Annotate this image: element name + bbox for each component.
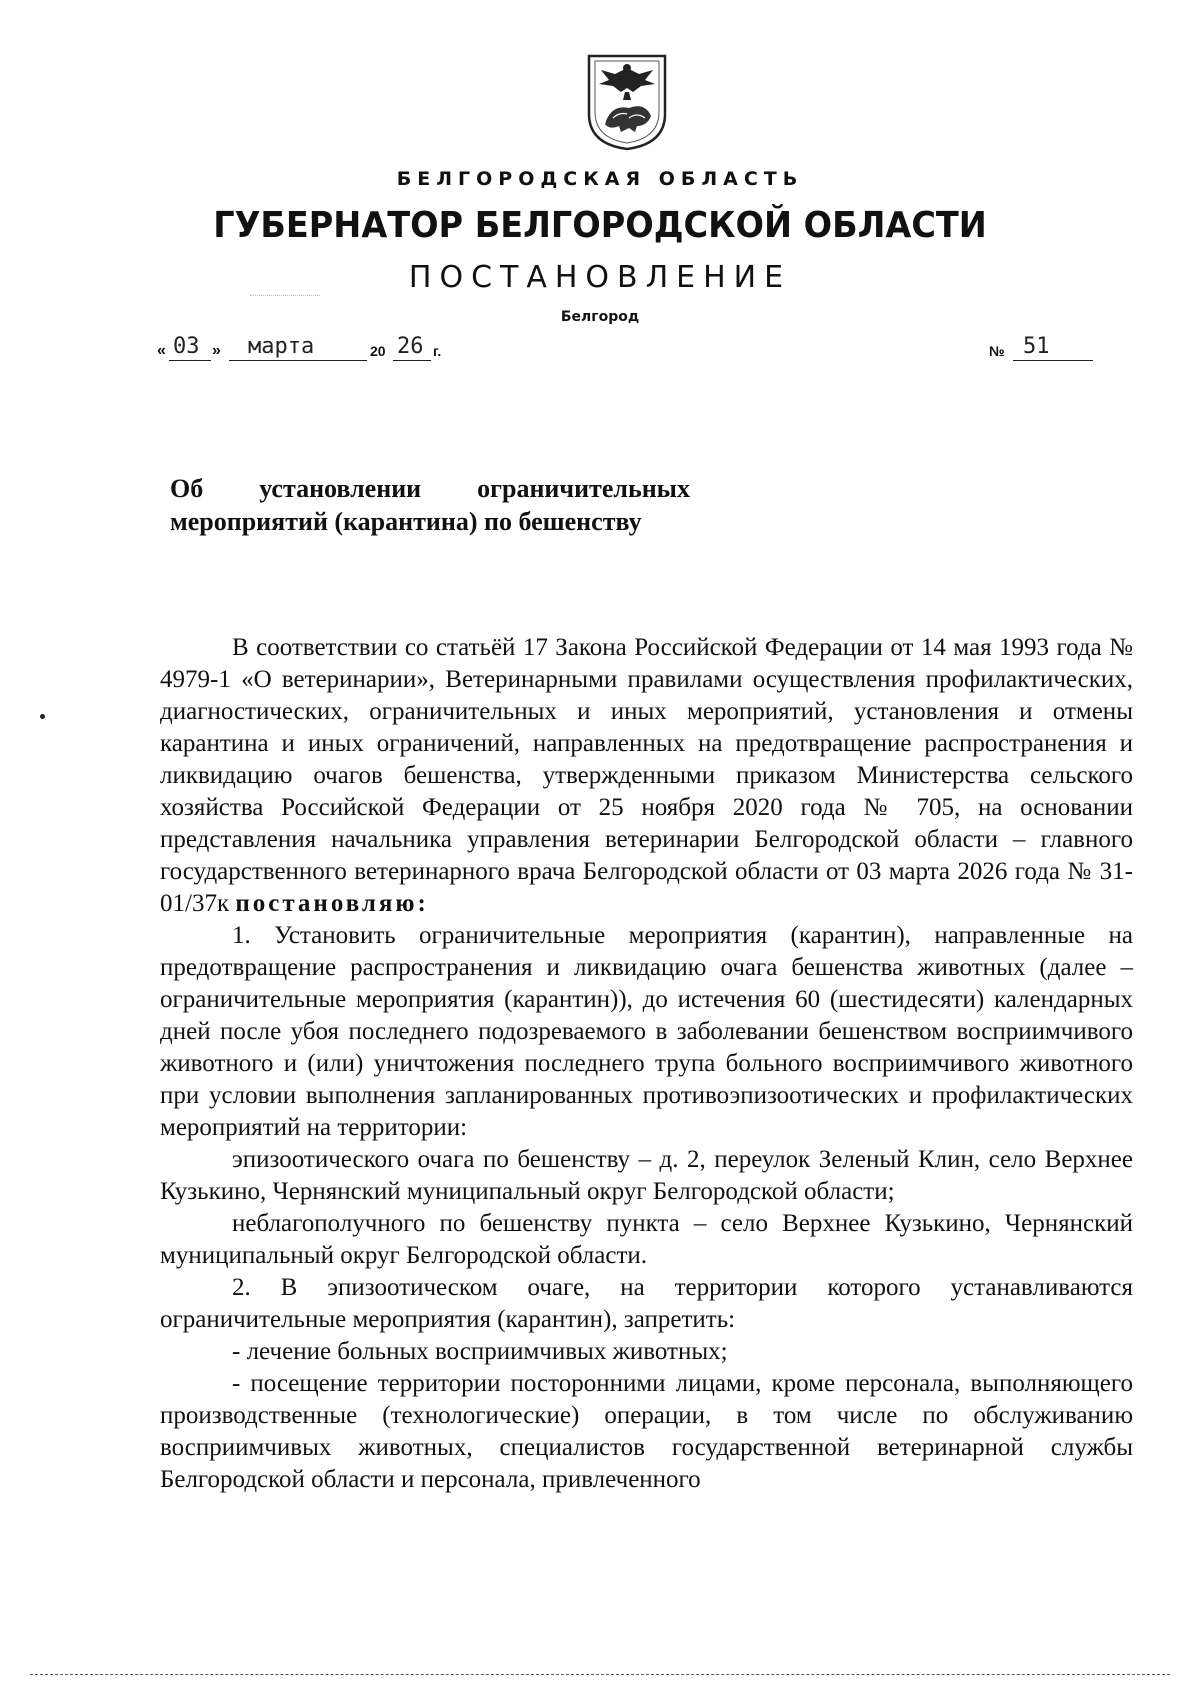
date-year-prefix: 20: [370, 343, 386, 359]
date-year-mark: г.: [433, 343, 442, 359]
coat-of-arms-icon: [585, 52, 669, 152]
date-day: 03: [173, 334, 200, 359]
title-line-1: [170, 472, 690, 505]
year-underline: [393, 360, 431, 361]
paragraph-2b: - посещение территории посторонними лицами, кроме персонала, выполняющего производственные (технологические) операции, в том числе по обслуживанию восприимчивых животных, специалистов государственной ветеринарной службы Белгородской области и персонала, привлеченного: [160, 1370, 1133, 1493]
city-name: Белгород: [560, 309, 640, 325]
date-number-row: [157, 334, 1097, 368]
document-number: 51: [1023, 334, 1050, 359]
preamble-text: В соответствии со статьёй 17 Закона Российской Федерации от 14 мая 1993 года № 4979-1 «О ветеринарии», Ветеринарными правилами осуществления профилактических, диагностических, ограничительных и иных мероприятий, установления и отмены карантина и иных ограничений, направленных на предотвращение распространения и ликвидацию очагов бешенства, утвержденными приказом Министерства сельского хозяйства Российской Федерации от 25 ноября 2020 года № 705, на основании представления начальника управления ветеринарии Белгородской области – главного государственного ветеринарного врача Белгородской области от 03 марта 2026 года № 31-01/37к: [160, 634, 1133, 917]
date-open-quote: «: [157, 342, 166, 359]
paragraph-1b: неблагополучного по бешенству пункта – село Верхнее Кузькино, Чернянский муниципальный округ Белгородской области.: [160, 1210, 1133, 1269]
resolve-word: постановляю:: [235, 890, 429, 917]
document-body: [160, 632, 1133, 1496]
document-type: ПОСТАНОВЛЕНИЕ: [408, 260, 792, 295]
preamble-paragraph: [160, 632, 1133, 920]
number-label: №: [989, 343, 1005, 359]
day-underline: [169, 360, 211, 361]
paragraph-1a: эпизоотического очага по бешенству – д. 2, переулок Зеленый Клин, село Верхнее Кузькино, Чернянский муниципальный округ Белгородской области;: [160, 1146, 1133, 1205]
region-name: БЕЛГОРОДСКАЯ ОБЛАСТЬ: [396, 168, 804, 190]
date-year-suffix: 26: [397, 334, 424, 359]
governor-heading: ГУБЕРНАТОР БЕЛГОРОДСКОЙ ОБЛАСТИ: [213, 205, 987, 246]
number-underline: [1013, 360, 1093, 361]
date-close-quote: »: [212, 342, 221, 359]
margin-dot: [40, 714, 45, 719]
faint-mark: [250, 295, 320, 296]
title-word-1: Об: [170, 474, 204, 503]
paragraph-2: 2. В эпизоотическом очаге, на территории которого устанавливаются ограничительные мероприятия (карантин), запретить:: [160, 1274, 1133, 1333]
paragraph-1: 1. Установить ограничительные мероприятия (карантин), направленные на предотвращение распространения и ликвидацию очага бешенства животных (далее – ограничительные мероприятия (карантин)), до истечения 60 (шестидесяти) календарных дней после убоя последнего подозреваемого в заболевании бешенством восприимчивого животного и (или) уничтожения последнего трупа больного восприимчивого животного при условии выполнения запланированных противоэпизоотических и профилактических мероприятий на территории:: [160, 922, 1133, 1141]
date-month: марта: [248, 334, 315, 359]
title-line-2: мероприятий (карантина) по бешенству: [170, 507, 642, 536]
paragraph-2a: - лечение больных восприимчивых животных;: [232, 1338, 728, 1365]
document-title: [170, 472, 690, 538]
page-bottom-edge: [30, 1674, 1170, 1675]
title-word-2: установлении: [259, 474, 422, 503]
month-underline: [229, 360, 367, 361]
title-word-3: ограничительных: [477, 474, 690, 503]
